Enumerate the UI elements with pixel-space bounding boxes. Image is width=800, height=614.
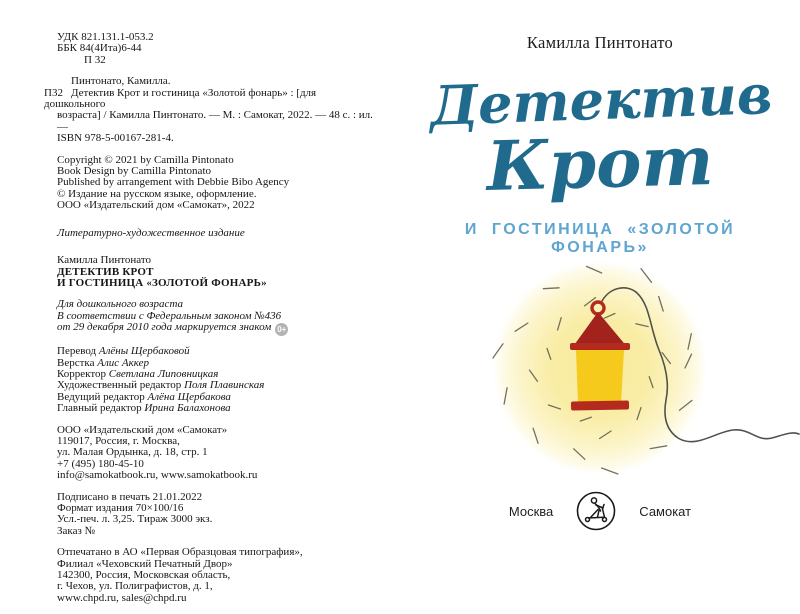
edition-type-line: Литературно-художественное издание (57, 226, 245, 239)
publisher-phone: +7 (495) 180-45-10 (57, 457, 144, 470)
book-title-line2: Крот (485, 121, 715, 207)
copyright-line: Published by arrangement with Debbie Bibo Agency (57, 176, 290, 189)
bbk-line: ББК 84(4Ита)6-44 (57, 42, 142, 55)
catalog-codes (57, 32, 379, 66)
printery-web: www.chpd.ru, sales@chpd.ru (57, 591, 187, 604)
copyright-block (57, 155, 379, 212)
bib-code: П32 (44, 86, 63, 99)
samokat-scooter-logo-icon (575, 490, 617, 532)
publisher-line: ООО «Издательский дом «Самокат» (57, 423, 228, 436)
bib-description-line2: возраста] / Камилла Пинтонато. — М. : Самокат, 2022. — 48 с. : ил. — (57, 109, 373, 133)
print-info-line: Формат издания 70×100/16 (57, 502, 184, 514)
title-block-author: Камилла Пинтонато (57, 254, 152, 267)
lantern-bottom-band (571, 400, 629, 410)
age-notice-line: от 29 декабря 2010 года маркируется знаком 0+ (57, 321, 287, 335)
staff-row: Верстка Алис Аккер (57, 356, 149, 369)
printery-line: Филиал «Чеховский Печатный Двор» (57, 557, 233, 570)
udk-line: УДК 821.131.1-053.2 (57, 31, 154, 43)
title-page-author: Камилла Пинтонато (526, 33, 674, 52)
title-block-line2: И ГОСТИНИЦА «ЗОЛОТОЙ ФОНАРЬ» (57, 276, 267, 289)
imprint-column (44, 31, 379, 614)
publisher-web: info@samokatbook.ru, www.samokatbook.ru (57, 469, 258, 482)
printery-info (57, 547, 379, 604)
lantern-illustration (440, 248, 800, 483)
print-info (57, 492, 379, 538)
imprint-city: Москва (508, 503, 554, 519)
copyright-line: Copyright © 2021 by Camilla Pintonato (57, 153, 234, 166)
book-title-line1: Детектив (428, 62, 774, 138)
age-rating-badge: 0+ (277, 325, 287, 335)
staff-row: Ведущий редактор Алёна Щербакова (57, 390, 231, 403)
publisher-line: 119017, Россия, г. Москва, (57, 434, 180, 447)
age-notice-line: В соответствии с Федеральным законом №436 (57, 309, 282, 322)
staff-credits (57, 346, 379, 414)
staff-row: Художественный редактор Поля Плавинская (57, 379, 265, 392)
copyright-line: © Издание на русском языке, оформление. (57, 187, 257, 200)
title-block (57, 255, 379, 289)
printery-line: 142300, Россия, Московская область, (57, 569, 231, 582)
copyright-line: ООО «Издательский дом «Самокат», 2022 (57, 199, 255, 212)
bib-description-line1: П32 Детектив Крот и гостиница «Золотой фонарь» : [для дошкольного (44, 86, 317, 111)
print-info-line: Подписано в печать 21.01.2022 (57, 490, 203, 503)
staff-row: Главный редактор Ирина Балахонова (57, 402, 231, 415)
printery-line: Отпечатано в АО «Первая Образцовая типография», (57, 546, 303, 559)
isbn-line: ISBN 978-5-00167-281-4. (57, 132, 174, 145)
staff-row: Корректор Светлана Липовницкая (57, 367, 219, 380)
staff-row: Перевод Алёны Щербаковой (57, 345, 190, 358)
age-notice-line: Для дошкольного возраста (57, 298, 184, 311)
printery-line: г. Чехов, ул. Полиграфистов, д. 1, (57, 580, 213, 593)
title-block-line1: ДЕТЕКТИВ КРОТ (57, 265, 154, 278)
age-notice (57, 299, 379, 336)
bib-author-line: Пинтонато, Камилла. (71, 75, 171, 88)
lantern-body (576, 350, 624, 403)
imprint-publisher: Самокат (639, 503, 692, 519)
publisher-line: ул. Малая Ордынка, д. 18, стр. 1 (57, 446, 208, 459)
bibliographic-record (44, 75, 379, 145)
catalog-code-line: П 32 (84, 53, 106, 66)
copyright-line: Book Design by Camilla Pintonato (57, 165, 211, 178)
lantern-roof-lip (570, 343, 630, 350)
book-subtitle: И ГОСТИНИЦА «ЗОЛОТОЙ ФОНАРЬ» (464, 221, 736, 256)
print-info-line: Заказ № (57, 524, 96, 537)
print-info-line: Усл.-печ. л. 3,25. Тираж 3000 экз. (57, 513, 213, 526)
publisher-address (57, 425, 379, 482)
imprint-row (450, 490, 750, 532)
